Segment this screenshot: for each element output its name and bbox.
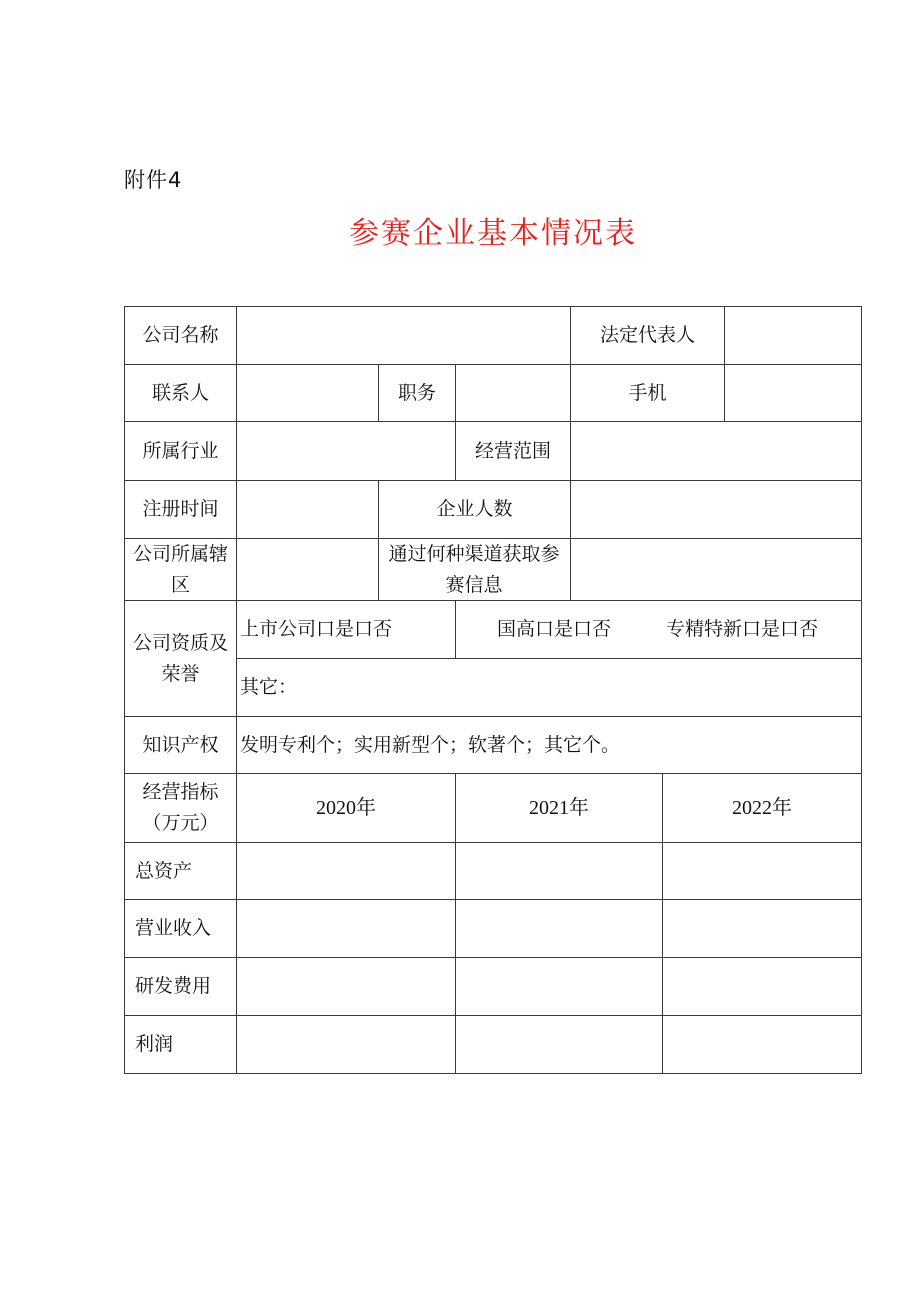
total-assets-2022-field[interactable] [663, 843, 861, 899]
profit-2020-field[interactable] [237, 1016, 455, 1073]
total-assets-2020-field[interactable] [237, 843, 455, 899]
indicators-label: 经营指标（万元） [142, 781, 219, 834]
revenue-label: 营业收入 [135, 917, 212, 939]
year-2020-header: 2020年 [316, 796, 376, 819]
employee-count-label: 企业人数 [436, 498, 513, 520]
revenue-2020-field[interactable] [237, 900, 455, 957]
revenue-2021-field[interactable] [456, 900, 662, 957]
contact-field[interactable] [237, 365, 378, 421]
company-name-label: 公司名称 [142, 324, 219, 346]
qualification-label: 公司资质及荣誉 [132, 631, 228, 685]
page-title: 参赛企业基本情况表 [349, 216, 637, 251]
industry-label: 所属行业 [142, 439, 219, 462]
year-2021-header: 2021年 [529, 796, 589, 819]
position-label: 职务 [397, 381, 436, 404]
channel-field[interactable] [571, 539, 861, 600]
mobile-label: 手机 [628, 381, 667, 404]
rd-expense-label: 研发费用 [135, 975, 212, 997]
profit-2021-field[interactable] [456, 1016, 662, 1073]
ip-label: 知识产权 [142, 733, 219, 756]
total-assets-label: 总资产 [135, 859, 193, 882]
attachment-label: 附件4 [124, 168, 183, 192]
rd-expense-2021-field[interactable] [456, 958, 662, 1015]
year-2022-header: 2022年 [732, 796, 792, 819]
industry-field[interactable] [237, 422, 455, 480]
legal-rep-field[interactable] [725, 307, 861, 364]
total-assets-2021-field[interactable] [456, 843, 662, 899]
profit-label: 利润 [135, 1033, 174, 1055]
mobile-field[interactable] [725, 365, 861, 421]
business-scope-label: 经营范围 [474, 439, 551, 462]
reg-time-field[interactable] [237, 481, 378, 538]
high-tech-option[interactable]: 国高口是口否 [497, 618, 612, 640]
legal-rep-label: 法定代表人 [599, 324, 695, 346]
ip-detail-field[interactable]: 发明专利个；实用新型个；软著个；其它个。 [240, 733, 621, 756]
district-label: 公司所属辖区 [132, 542, 228, 596]
rd-expense-2020-field[interactable] [237, 958, 455, 1015]
revenue-2022-field[interactable] [663, 900, 861, 957]
profit-2022-field[interactable] [663, 1016, 861, 1073]
rd-expense-2022-field[interactable] [663, 958, 861, 1015]
channel-label: 通过何种渠道获取参赛信息 [388, 542, 560, 596]
business-scope-field[interactable] [571, 422, 861, 480]
employee-count-field[interactable] [571, 481, 861, 538]
position-field[interactable] [456, 365, 570, 421]
other-qualification-field[interactable]: 其它： [240, 676, 298, 698]
specialized-option[interactable]: 专精特新口是口否 [666, 618, 819, 640]
company-name-field[interactable] [237, 307, 570, 364]
listed-company-option[interactable]: 上市公司口是口否 [240, 618, 393, 640]
district-field[interactable] [237, 539, 378, 600]
reg-time-label: 注册时间 [142, 498, 219, 520]
contact-label: 联系人 [151, 381, 209, 404]
